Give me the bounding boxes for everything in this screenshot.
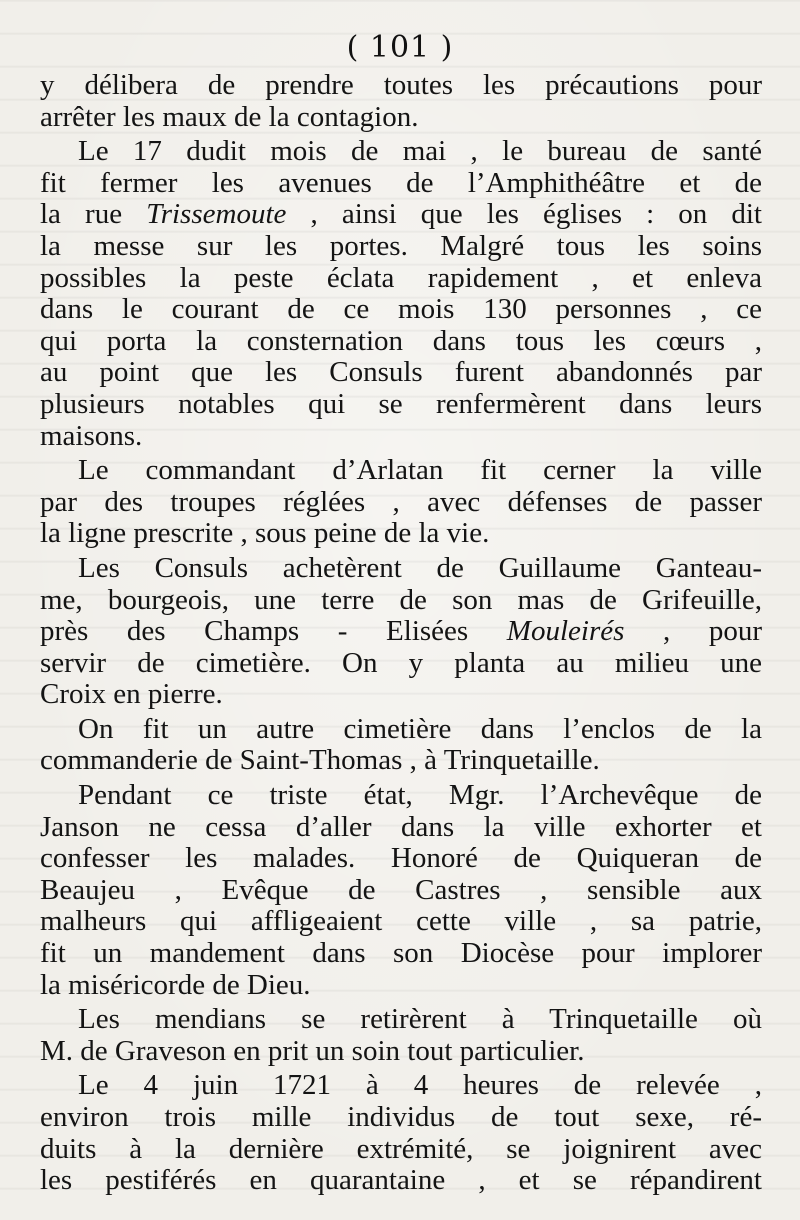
text-line: Pendant ce triste état, Mgr. l’Archevêque de bbox=[78, 779, 762, 812]
text-line: Les mendians se retirèrent à Trinquetaille où bbox=[78, 1003, 762, 1036]
text-line: fit un mandement dans son Diocèse pour implorer bbox=[40, 937, 762, 970]
text-line: au point que les Consuls furent abandonnés par bbox=[40, 356, 762, 389]
text-line: arrêter les maux de la contagion. bbox=[40, 100, 419, 133]
text-line: la rue Trissemoute , ainsi que les églises : on dit bbox=[40, 198, 762, 231]
text-line: par des troupes réglées , avec défenses de passer bbox=[40, 485, 762, 518]
text-line: la messe sur les portes. Malgré tous les soins bbox=[40, 229, 762, 262]
text-line: Le 17 dudit mois de mai , le bureau de santé bbox=[78, 135, 762, 168]
text-line: près des Champs - Elisées Mouleirés , pour bbox=[40, 615, 762, 648]
text-line: environ trois mille individus de tout sexe, ré- bbox=[40, 1101, 762, 1133]
body-text bbox=[40, 70, 762, 1197]
page-number: ( 101 ) bbox=[346, 30, 454, 65]
text-line: la miséricorde de Dieu. bbox=[40, 968, 311, 1001]
paragraph bbox=[40, 553, 762, 711]
text-line: plusieurs notables qui se renfermèrent dans leurs bbox=[40, 387, 762, 420]
text-line: qui porta la consternation dans tous les cœurs , bbox=[40, 324, 762, 357]
text-line: On fit un autre cimetière dans l’enclos de la bbox=[78, 712, 762, 745]
text-line: confesser les malades. Honoré de Quiqueran de bbox=[40, 842, 762, 875]
text-line: servir de cimetière. On y planta au milieu une bbox=[40, 646, 762, 679]
text-line: les pestiférés en quarantaine , et se répandirent bbox=[40, 1164, 762, 1197]
text-line: Le commandant d’Arlatan fit cerner la ville bbox=[78, 454, 762, 487]
paragraph bbox=[40, 1070, 762, 1196]
text-line: me, bourgeois, une terre de son mas de Grifeuille, bbox=[40, 583, 762, 616]
text-line: fit fermer les avenues de l’Amphithéâtre et de bbox=[40, 166, 762, 199]
text-line: y délibera de prendre toutes les précautions pour bbox=[40, 69, 762, 101]
text-line: Janson ne cessa d’aller dans la ville exhorter et bbox=[40, 810, 762, 843]
text-line: la ligne prescrite , sous peine de la vie. bbox=[40, 517, 490, 550]
text-line: maisons. bbox=[40, 419, 143, 452]
text-line: Le 4 juin 1721 à 4 heures de relevée , bbox=[78, 1069, 762, 1102]
paragraph bbox=[40, 780, 762, 1001]
text-line: malheurs qui affligeaient cette ville , sa patrie, bbox=[40, 905, 762, 938]
text-line: M. de Graveson en prit un soin tout particulier. bbox=[40, 1034, 585, 1067]
paragraph bbox=[40, 136, 762, 452]
text-line: possibles la peste éclata rapidement , et enleva bbox=[40, 261, 762, 294]
paragraph bbox=[40, 455, 762, 550]
text-line: Croix en pierre. bbox=[40, 678, 223, 711]
text-line: duits à la dernière extrémité, se joignirent avec bbox=[40, 1132, 762, 1165]
text-line: dans le courant de ce mois 130 personnes , ce bbox=[40, 293, 762, 326]
paragraph bbox=[40, 714, 762, 777]
paragraph bbox=[40, 70, 762, 133]
paragraph bbox=[40, 1004, 762, 1067]
text-line: Beaujeu , Evêque de Castres , sensible aux bbox=[40, 873, 762, 906]
text-line: Les Consuls achetèrent de Guillaume Ganteau- bbox=[78, 551, 762, 584]
text-line: commanderie de Saint-Thomas , à Trinquetaille. bbox=[40, 744, 600, 777]
